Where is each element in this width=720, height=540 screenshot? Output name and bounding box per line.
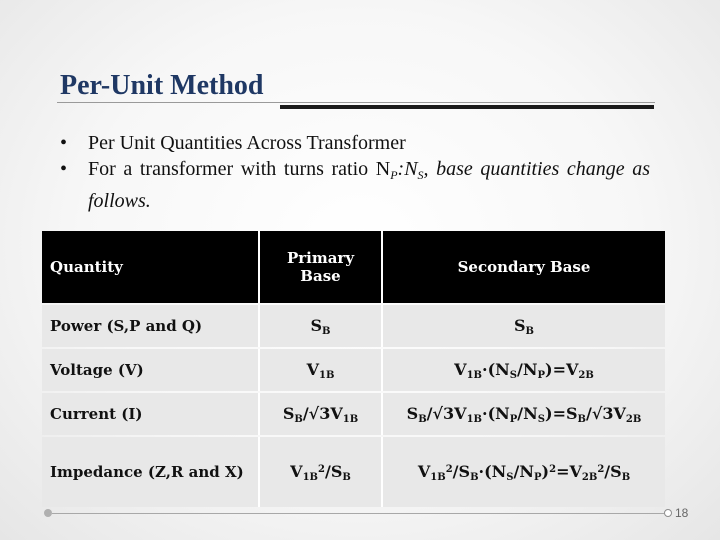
formula-part: S [282,403,295,423]
bullet-marker: • [60,132,68,154]
bullet-text-start: For a transformer with turns ratio N [88,158,391,180]
formula-part: ·( [482,359,496,379]
cell-primary [260,437,383,507]
subscript-s: S [417,168,424,182]
formula-part: = [556,461,570,481]
formula-part: / [324,461,331,481]
bullet-text-end: , base quantities change as follows. [88,158,650,212]
formula-part: / [604,461,611,481]
formula-part: S [513,315,526,335]
formula-part: V [330,403,343,423]
formula-superscript: 2 [445,463,453,475]
formula-part: V [417,461,431,481]
formula-part: N [491,461,507,481]
table-header-row [42,231,665,303]
title-underline [57,102,655,103]
formula-part: V [306,359,319,379]
cell-quantity: Power (S,P and Q) [42,305,260,347]
formula-part: N [522,359,538,379]
formula-subscript: B [342,471,351,483]
per-unit-table [42,229,665,509]
bullet-text [88,156,650,214]
footer-left-dot [44,509,52,517]
formula-subscript: 1B [430,471,446,483]
formula-subscript: B [470,471,479,483]
formula-part: V [613,403,626,423]
formula-subscript: 2B [625,413,642,425]
formula-part: N [495,359,510,379]
formula-subscript: B [322,325,331,337]
cell-primary [260,305,383,347]
cell-secondary [383,393,665,435]
bullet-list [60,130,650,214]
cell-primary [260,393,383,435]
formula-part: V [565,359,579,379]
bullet-text-colon: :N [397,158,418,180]
cell-quantity: Impedance (Z,R and X) [42,437,260,507]
formula-subscript: 1B [342,413,359,425]
bullet-text: Per Unit Quantities Across Transformer [88,132,406,154]
formula-part: /√3 [426,403,455,423]
formula-part: N [495,403,510,423]
formula-superscript: 2 [549,463,557,475]
formula-subscript: S [537,413,545,425]
formula-part: / [452,461,459,481]
cell-quantity: Current (I) [42,393,260,435]
formula-part: = [552,359,566,379]
formula-part: S [565,403,578,423]
formula-superscript: 2 [597,463,605,475]
formula-part: /√3 [302,403,331,423]
formula-subscript: S [506,471,514,483]
bullet-marker: • [60,158,68,180]
table-row-power [42,305,665,347]
cell-quantity: Voltage (V) [42,349,260,391]
header-quantity: Quantity [42,231,260,303]
formula-part: V [290,461,303,481]
subscript-p: P [390,168,398,182]
formula-subscript: 1B [319,369,335,381]
formula-part: / [517,359,523,379]
formula-subscript: B [577,413,586,425]
formula-subscript: B [621,471,631,483]
formula-superscript: 2 [318,463,325,475]
cell-secondary [383,437,665,507]
header-primary-base: Primary Base [260,231,383,303]
formula-part: ) [545,359,553,379]
cell-secondary [383,305,665,347]
formula-part: S [406,403,419,423]
formula-part: ) [541,461,550,481]
formula-part: = [552,403,566,423]
footer-right-dot [664,509,672,517]
formula-subscript: P [533,471,542,483]
formula-subscript: 1B [466,369,482,381]
formula-part: V [569,461,582,481]
formula-part: / [513,461,520,481]
slide-title: Per-Unit Method [60,70,264,101]
formula-part: S [330,461,343,481]
header-secondary-base: Secondary Base [383,231,665,303]
formula-part: S [458,461,471,481]
cell-secondary [383,349,665,391]
cell-primary [260,349,383,391]
bullet-item [60,130,650,156]
formula-subscript: P [509,413,518,425]
formula-part: ·( [482,403,496,423]
title-accent-bar [280,105,654,109]
formula-part: S [310,315,323,335]
formula-subscript: S [509,369,517,381]
table-row-current [42,393,665,435]
formula-part: / [517,403,524,423]
table-row-impedance [42,437,665,507]
formula-subscript: 2B [578,369,594,381]
formula-part: V [454,403,467,423]
formula-subscript: B [294,413,303,425]
formula-subscript: 1B [302,471,318,483]
formula-subscript: B [525,325,534,337]
formula-part: S [610,461,622,481]
formula-part: ·( [478,461,492,481]
formula-part: /√3 [586,403,614,423]
formula-part: V [454,359,467,379]
formula-part: N [519,461,534,481]
formula-part: ) [545,403,553,423]
footer-rule [52,513,664,514]
bullet-item [60,156,650,214]
formula-subscript: B [418,413,427,425]
table-row-voltage [42,349,665,391]
formula-subscript: 2B [581,471,598,483]
formula-subscript: P [537,369,545,381]
formula-subscript: 1B [466,413,482,425]
page-number: 18 [675,506,689,520]
formula-part: N [523,403,538,423]
